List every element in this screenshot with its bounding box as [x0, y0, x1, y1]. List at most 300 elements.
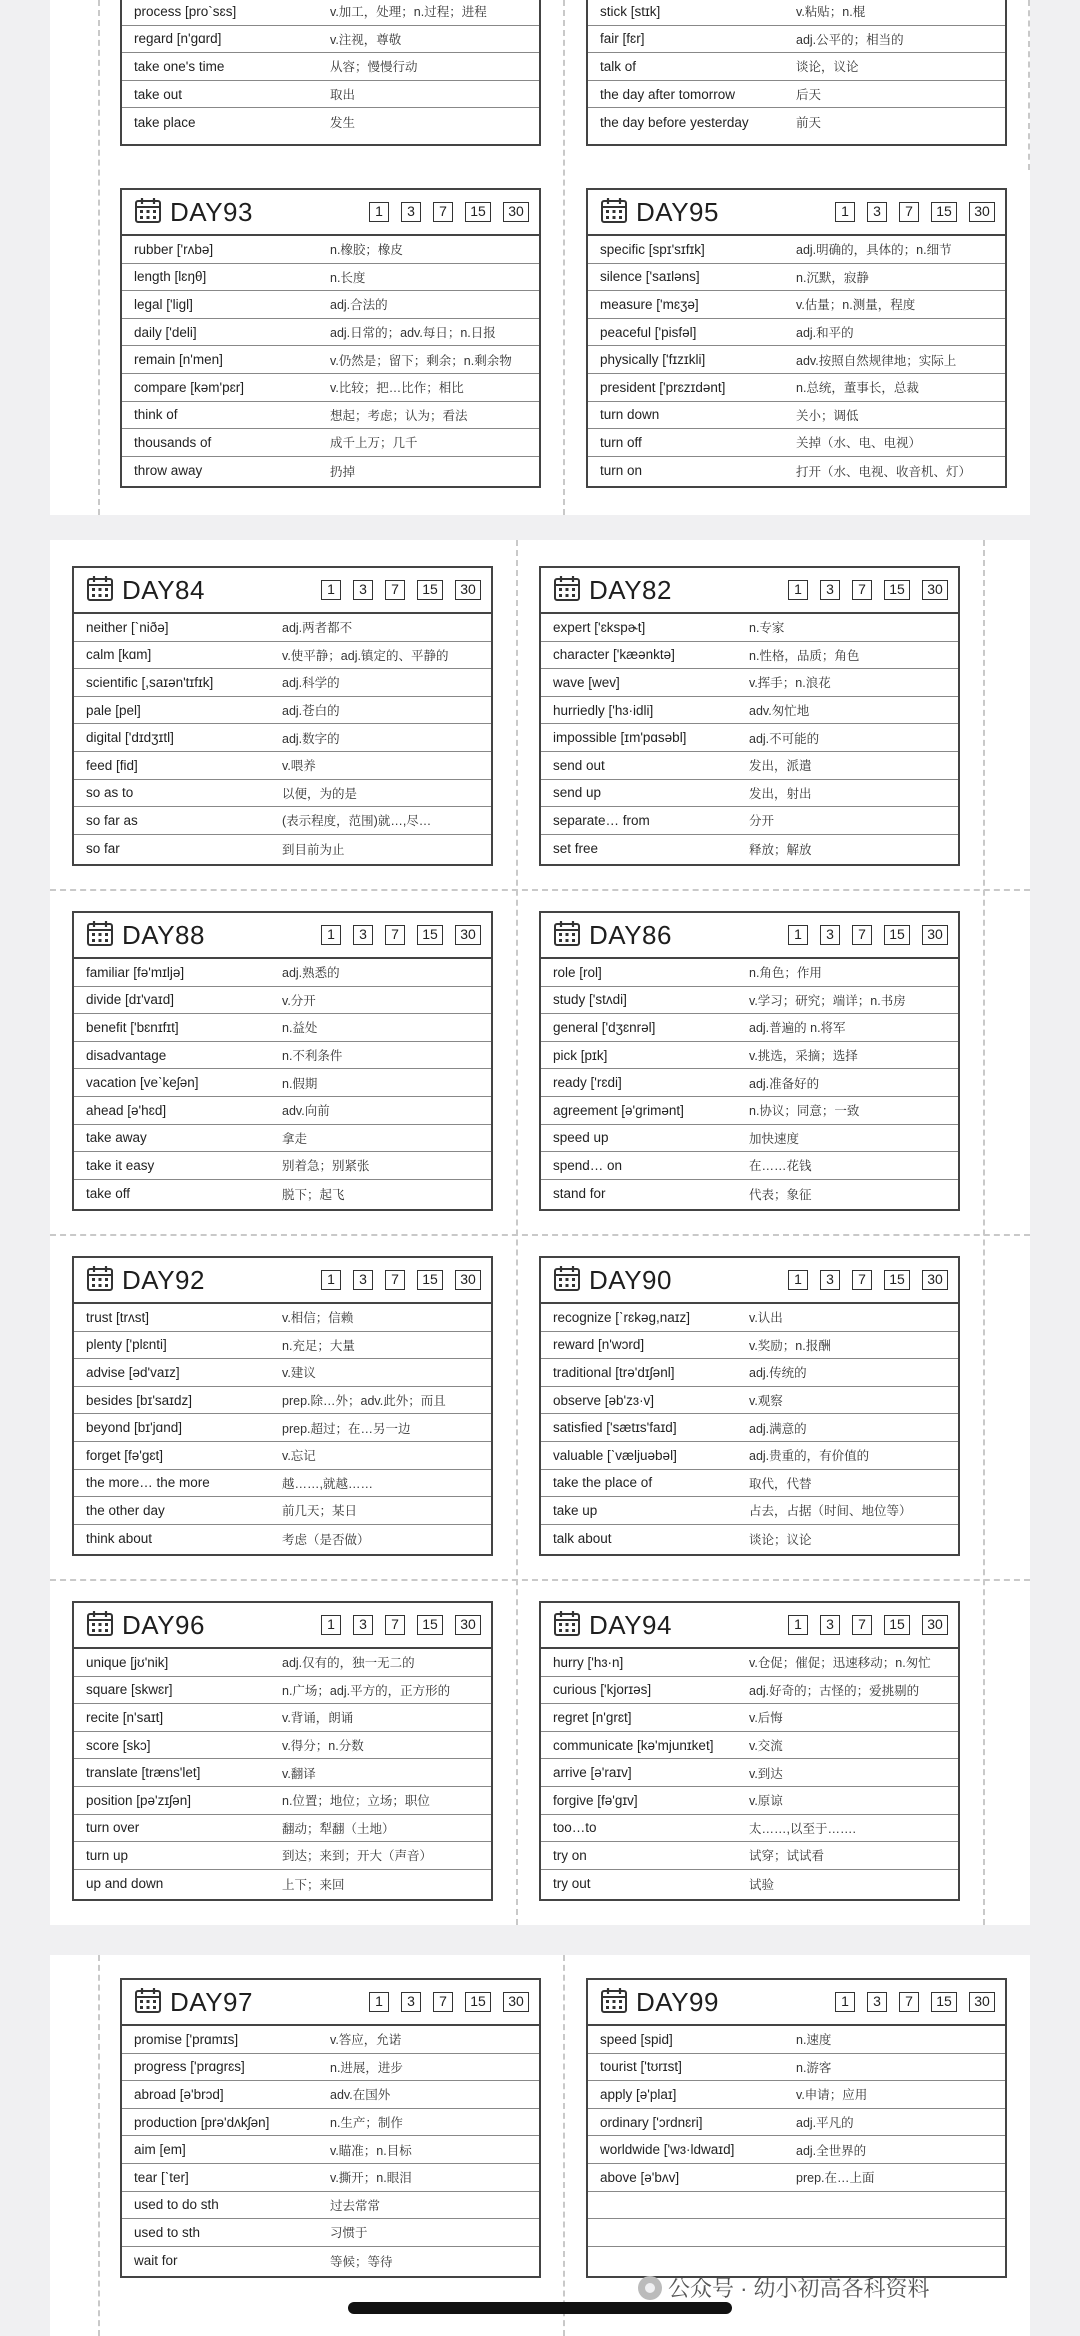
- review-box[interactable]: 30: [922, 1270, 948, 1290]
- home-indicator[interactable]: [348, 2302, 732, 2314]
- word-term: general ['dʒɛnrəl]: [553, 1019, 656, 1035]
- review-box[interactable]: 1: [835, 1992, 855, 2012]
- word-term: used to do sth: [134, 2197, 219, 2213]
- word-meaning: 加快速度: [749, 1131, 800, 1146]
- review-box[interactable]: 1: [321, 580, 341, 600]
- review-box[interactable]: 3: [867, 1992, 887, 2012]
- word-row: [122, 346, 539, 374]
- review-box[interactable]: 3: [401, 1992, 421, 2012]
- word-row: [541, 1097, 958, 1125]
- word-meaning: 打开（水、电视、收音机、灯）: [796, 464, 972, 479]
- cut-line: [50, 1579, 1030, 1581]
- word-row: [588, 2192, 1005, 2220]
- word-row: [588, 457, 1005, 485]
- card-header: [122, 190, 539, 236]
- word-meaning: v.后悔: [749, 1711, 783, 1726]
- word-term: familiar [fə'mɪljə]: [86, 964, 185, 980]
- word-term: remain [n'men]: [134, 352, 223, 368]
- word-term: tourist ['tʊrɪst]: [600, 2059, 682, 2075]
- calendar-icon: [553, 1609, 581, 1642]
- word-term: score [skɔ]: [86, 1737, 151, 1753]
- word-term: turn on: [600, 463, 643, 479]
- card-header: [74, 1258, 491, 1304]
- review-checkboxes: [835, 1992, 995, 2012]
- word-meaning: 太……,以至于…….: [749, 1821, 856, 1836]
- calendar-icon: [134, 1986, 162, 2019]
- review-box[interactable]: 15: [884, 1615, 910, 1635]
- word-row: [74, 987, 491, 1015]
- review-box[interactable]: 30: [922, 925, 948, 945]
- word-meaning: adj.科学的: [282, 676, 340, 691]
- word-row: [74, 1842, 491, 1870]
- vocab-card: [539, 911, 960, 1211]
- word-row: [74, 1414, 491, 1442]
- word-meaning: v.估量；n.测量，程度: [796, 298, 916, 313]
- review-box[interactable]: 7: [899, 202, 919, 222]
- word-term: aim [em]: [134, 2142, 186, 2158]
- word-row: [541, 1649, 958, 1677]
- word-meaning: 释放；解放: [749, 842, 812, 857]
- review-box[interactable]: 7: [385, 1270, 405, 1290]
- word-meaning: v.奖励；n.报酬: [749, 1338, 831, 1353]
- word-row: [541, 780, 958, 808]
- word-term: used to sth: [134, 2224, 201, 2240]
- word-meaning: 从容；慢慢行动: [330, 60, 418, 75]
- word-row: [588, 346, 1005, 374]
- word-term: calm [kɑm]: [86, 647, 152, 663]
- word-row: [541, 1732, 958, 1760]
- word-meaning: v.申请；应用: [796, 2088, 868, 2103]
- card-header: [74, 1603, 491, 1649]
- word-row: [74, 1704, 491, 1732]
- word-meaning: v.相信；信赖: [282, 1311, 354, 1326]
- cut-line: [516, 540, 518, 1925]
- word-row: [541, 1069, 958, 1097]
- review-box[interactable]: 3: [353, 1615, 373, 1635]
- review-box[interactable]: 7: [385, 1615, 405, 1635]
- word-row: [588, 2026, 1005, 2054]
- word-term: pale [pel]: [86, 702, 141, 718]
- review-box[interactable]: 15: [417, 1615, 443, 1635]
- word-term: hurriedly ['hɜ·idli]: [553, 702, 654, 718]
- word-term: traditional [trə'dɪʃənl]: [553, 1364, 675, 1380]
- word-row: [74, 724, 491, 752]
- word-meaning: 翻动；犁翻（土地）: [282, 1821, 395, 1836]
- word-term: apply [ə'plaɪ]: [600, 2086, 677, 2102]
- review-box[interactable]: 15: [417, 580, 443, 600]
- word-meaning: 拿走: [282, 1131, 308, 1146]
- review-box[interactable]: 3: [820, 925, 840, 945]
- review-box[interactable]: 15: [465, 202, 491, 222]
- word-term: take out: [134, 86, 183, 102]
- word-meaning: v.粘贴；n.棍: [796, 5, 866, 20]
- word-term: observe [əb'zɜ·v]: [553, 1392, 655, 1408]
- day-title: DAY96: [122, 1609, 205, 1640]
- word-row: [541, 1304, 958, 1332]
- word-row: [74, 752, 491, 780]
- word-row: [74, 959, 491, 987]
- word-term: the other day: [86, 1502, 165, 1518]
- word-row: [588, 236, 1005, 264]
- word-row: [122, 2081, 539, 2109]
- word-term: legal ['ligl]: [134, 296, 193, 312]
- review-box[interactable]: 1: [321, 1270, 341, 1290]
- word-meaning: adj.合法的: [330, 298, 388, 313]
- word-term: send out: [553, 757, 605, 773]
- review-box[interactable]: 1: [788, 580, 808, 600]
- word-term: worldwide ['wɜ·ldwaɪd]: [600, 2142, 735, 2158]
- review-box[interactable]: 30: [503, 202, 529, 222]
- word-row: [122, 374, 539, 402]
- vocab-card: [586, 0, 1007, 146]
- word-row: [541, 835, 958, 863]
- word-row: [74, 1152, 491, 1180]
- review-box[interactable]: 30: [969, 1992, 995, 2012]
- word-meaning: v.原谅: [749, 1794, 783, 1809]
- word-meaning: 发出，派遣: [749, 759, 812, 774]
- vocab-card: [586, 1978, 1007, 2278]
- word-row: [588, 429, 1005, 457]
- day-title: DAY90: [589, 1264, 672, 1295]
- word-row: [588, 108, 1005, 136]
- word-term: abroad [ə'brɔd]: [134, 2086, 224, 2102]
- word-term: measure ['mɛʒə]: [600, 296, 699, 312]
- word-row: [588, 264, 1005, 292]
- word-term: the day after tomorrow: [600, 86, 736, 102]
- review-checkboxes: [321, 1615, 481, 1635]
- word-row: [588, 53, 1005, 81]
- word-term: agreement [ə'grimənt]: [553, 1102, 684, 1118]
- word-term: study ['stʌdi]: [553, 992, 627, 1008]
- word-term: length [lɛŋθ]: [134, 269, 207, 285]
- word-term: send up: [553, 785, 602, 801]
- word-meaning: adj.日常的；adv.每日；n.日报: [330, 326, 496, 341]
- word-term: ordinary ['ɔrdnɛri]: [600, 2114, 703, 2130]
- word-meaning: 谈论；议论: [749, 1532, 812, 1547]
- word-row: [541, 1497, 958, 1525]
- word-term: turn down: [600, 407, 660, 423]
- word-row: [541, 1870, 958, 1898]
- word-row: [122, 2164, 539, 2192]
- review-box[interactable]: 15: [931, 202, 957, 222]
- review-box[interactable]: 30: [969, 202, 995, 222]
- word-term: physically ['fɪzɪkli]: [600, 352, 706, 368]
- calendar-icon: [553, 1264, 581, 1297]
- review-box[interactable]: 1: [321, 1615, 341, 1635]
- cut-line: [983, 540, 985, 1925]
- word-row: [541, 1125, 958, 1153]
- word-meaning: adj.仅有的，独一无二的: [282, 1656, 415, 1671]
- word-term: so far as: [86, 812, 138, 828]
- review-box[interactable]: 7: [385, 925, 405, 945]
- word-meaning: 取代，代替: [749, 1476, 812, 1491]
- word-meaning: 在……花钱: [749, 1159, 812, 1174]
- word-meaning: 关掉（水、电、电视）: [796, 436, 922, 451]
- calendar-icon: [134, 196, 162, 229]
- word-row: [74, 1069, 491, 1097]
- card-header: [541, 913, 958, 959]
- word-term: specific [spɪ'sɪfɪk]: [600, 241, 705, 257]
- word-row: [122, 2109, 539, 2137]
- word-row: [588, 2219, 1005, 2247]
- word-term: the day before yesterday: [600, 114, 749, 130]
- word-term: talk about: [553, 1531, 612, 1547]
- word-row: [541, 1442, 958, 1470]
- word-row: [122, 2247, 539, 2275]
- review-box[interactable]: 3: [820, 580, 840, 600]
- word-meaning: 以便，为的是: [282, 786, 358, 801]
- word-meaning: n.充足；大量: [282, 1338, 355, 1353]
- word-row: [122, 81, 539, 109]
- card-header: [541, 1258, 958, 1304]
- word-term: plenty ['plɛnti]: [86, 1337, 167, 1353]
- word-meaning: v.建议: [282, 1366, 316, 1381]
- day-title: DAY93: [170, 196, 253, 227]
- word-term: peaceful ['pisfəl]: [600, 324, 697, 340]
- review-box[interactable]: 7: [433, 1992, 453, 2012]
- review-checkboxes: [788, 925, 948, 945]
- review-box[interactable]: 7: [852, 1615, 872, 1635]
- review-checkboxes: [321, 925, 481, 945]
- review-box[interactable]: 1: [369, 1992, 389, 2012]
- word-row: [122, 2054, 539, 2082]
- word-meaning: (表示程度，范围)就…,尽…: [282, 814, 432, 829]
- word-term: hurry ['hɜ·n]: [553, 1654, 624, 1670]
- word-meaning: 代表；象征: [749, 1187, 812, 1202]
- review-box[interactable]: 15: [417, 925, 443, 945]
- word-row: [74, 1097, 491, 1125]
- word-row: [74, 669, 491, 697]
- word-row: [588, 291, 1005, 319]
- word-row: [74, 1332, 491, 1360]
- calendar-icon: [86, 574, 114, 607]
- review-box[interactable]: 30: [455, 580, 481, 600]
- word-meaning: 别着急；别紧张: [282, 1159, 370, 1174]
- review-box[interactable]: 1: [835, 202, 855, 222]
- word-term: stand for: [553, 1186, 606, 1202]
- cut-line: [98, 1955, 100, 2336]
- word-row: [588, 2109, 1005, 2137]
- word-meaning: adj.满意的: [749, 1421, 807, 1436]
- review-box[interactable]: 30: [922, 580, 948, 600]
- word-meaning: 前几天；某日: [282, 1504, 358, 1519]
- word-meaning: adj.贵重的，有价值的: [749, 1449, 870, 1464]
- cut-line: [1028, 0, 1030, 170]
- word-row: [541, 1759, 958, 1787]
- word-meaning: 试穿；试试看: [749, 1849, 825, 1864]
- word-meaning: 考虑（是否做）: [282, 1532, 370, 1547]
- vocab-card: [586, 188, 1007, 488]
- review-box[interactable]: 15: [884, 1270, 910, 1290]
- vocab-card: [539, 566, 960, 866]
- word-row: [122, 319, 539, 347]
- review-box[interactable]: 15: [884, 925, 910, 945]
- word-term: thousands of: [134, 434, 212, 450]
- word-meaning: n.进展，进步: [330, 2060, 403, 2075]
- word-meaning: v.比较；把…比作；相比: [330, 381, 464, 396]
- review-box[interactable]: 15: [884, 580, 910, 600]
- review-box[interactable]: 7: [852, 580, 872, 600]
- vocab-card: [72, 1601, 493, 1901]
- word-meaning: adj.苍白的: [282, 704, 340, 719]
- review-box[interactable]: 30: [503, 1992, 529, 2012]
- day-title: DAY88: [122, 919, 205, 950]
- word-term: position [pə'zɪʃən]: [86, 1792, 191, 1808]
- word-term: above [ə'bʌv]: [600, 2169, 680, 2185]
- word-row: [588, 2164, 1005, 2192]
- review-box[interactable]: 3: [353, 1270, 373, 1290]
- review-box[interactable]: 15: [417, 1270, 443, 1290]
- review-box[interactable]: 15: [931, 1992, 957, 2012]
- review-box[interactable]: 7: [433, 202, 453, 222]
- word-term: wait for: [134, 2253, 178, 2269]
- word-term: compare [kəm'pɛr]: [134, 379, 245, 395]
- word-meaning: 扔掉: [330, 464, 356, 479]
- word-term: silence ['saɪləns]: [600, 269, 700, 285]
- word-row: [122, 264, 539, 292]
- word-row: [541, 807, 958, 835]
- word-term: speed [spid]: [600, 2031, 673, 2047]
- word-row: [541, 697, 958, 725]
- word-term: too…to: [553, 1820, 597, 1836]
- review-box[interactable]: 7: [852, 925, 872, 945]
- word-meaning: adv.在国外: [330, 2088, 391, 2103]
- word-row: [74, 1180, 491, 1208]
- word-meaning: v.观察: [749, 1394, 783, 1409]
- word-term: tear [ˋter]: [134, 2169, 189, 2185]
- review-box[interactable]: 3: [353, 580, 373, 600]
- word-row: [588, 2081, 1005, 2109]
- review-box[interactable]: 3: [820, 1270, 840, 1290]
- word-row: [74, 697, 491, 725]
- word-row: [541, 669, 958, 697]
- word-meaning: 等候；等待: [330, 2254, 393, 2269]
- word-term: vacation [veˋkeʃən]: [86, 1075, 199, 1091]
- review-box[interactable]: 7: [899, 1992, 919, 2012]
- word-meaning: v.交流: [749, 1739, 783, 1754]
- word-row: [74, 1387, 491, 1415]
- review-box[interactable]: 15: [465, 1992, 491, 2012]
- word-row: [588, 402, 1005, 430]
- word-row: [74, 1470, 491, 1498]
- word-row: [74, 1359, 491, 1387]
- word-term: regret [n'grɛt]: [553, 1709, 632, 1725]
- watermark-text: 公众号 · 幼小初高各科资料: [668, 2276, 930, 2301]
- word-meaning: n.生产；制作: [330, 2116, 403, 2131]
- word-row: [74, 1125, 491, 1153]
- word-term: neither [`niðə]: [86, 619, 169, 635]
- word-meaning: 脱下；起飞: [282, 1187, 345, 1202]
- word-term: take the place of: [553, 1475, 653, 1491]
- word-meaning: 习惯于: [330, 2226, 368, 2241]
- review-checkboxes: [369, 1992, 529, 2012]
- word-meaning: 到目前为止: [282, 842, 345, 857]
- word-term: impossible [ɪm'pɑsəbl]: [553, 730, 687, 746]
- word-row: [122, 2219, 539, 2247]
- word-meaning: v.背诵，朗诵: [282, 1711, 354, 1726]
- word-row: [541, 1152, 958, 1180]
- word-term: pick [pɪk]: [553, 1047, 608, 1063]
- word-row: [74, 1649, 491, 1677]
- word-row: [74, 1525, 491, 1553]
- review-box[interactable]: 30: [455, 1270, 481, 1290]
- review-box[interactable]: 30: [455, 1615, 481, 1635]
- word-row: [74, 1677, 491, 1705]
- review-box[interactable]: 3: [867, 202, 887, 222]
- word-row: [122, 26, 539, 54]
- word-row: [122, 108, 539, 136]
- word-row: [541, 614, 958, 642]
- card-header: [74, 568, 491, 614]
- review-box[interactable]: 7: [385, 580, 405, 600]
- word-meaning: v.瞄准；n.目标: [330, 2143, 412, 2158]
- word-term: curious ['kjorɪəs]: [553, 1682, 652, 1698]
- word-meaning: adj.两者都不: [282, 621, 353, 636]
- review-box[interactable]: 1: [788, 1615, 808, 1635]
- word-term: wave [wev]: [553, 674, 620, 690]
- word-term: character ['kæənktə]: [553, 647, 675, 663]
- calendar-icon: [86, 1264, 114, 1297]
- word-meaning: n.游客: [796, 2060, 832, 2075]
- word-term: translate [træns'let]: [86, 1765, 201, 1781]
- word-term: think about: [86, 1531, 153, 1547]
- word-row: [541, 1180, 958, 1208]
- word-meaning: adj.平凡的: [796, 2116, 854, 2131]
- word-meaning: v.加工，处理；n.过程；进程: [330, 5, 487, 20]
- word-meaning: adv.匆忙地: [749, 704, 810, 719]
- word-term: recite [n'saɪt]: [86, 1709, 164, 1725]
- review-box[interactable]: 1: [369, 202, 389, 222]
- word-row: [122, 2026, 539, 2054]
- word-row: [541, 1042, 958, 1070]
- review-box[interactable]: 1: [788, 925, 808, 945]
- word-term: think of: [134, 407, 178, 423]
- day-title: DAY86: [589, 919, 672, 950]
- day-title: DAY92: [122, 1264, 205, 1295]
- word-term: besides [bɪ'saɪdz]: [86, 1392, 192, 1408]
- word-row: [588, 2247, 1005, 2275]
- review-box[interactable]: 3: [353, 925, 373, 945]
- calendar-icon: [600, 196, 628, 229]
- word-row: [122, 429, 539, 457]
- word-row: [541, 1387, 958, 1415]
- word-term: progress ['prɑgrɛs]: [134, 2059, 245, 2075]
- vocab-card: [72, 1256, 493, 1556]
- card-header: [122, 1980, 539, 2026]
- word-term: ahead [ə'hɛd]: [86, 1102, 167, 1118]
- review-checkboxes: [321, 580, 481, 600]
- word-term: role [rol]: [553, 964, 602, 980]
- review-box[interactable]: 3: [820, 1615, 840, 1635]
- word-meaning: n.速度: [796, 2033, 832, 2048]
- cut-line: [563, 0, 565, 515]
- word-meaning: 占去，占据（时间、地位等）: [749, 1504, 912, 1519]
- word-term: throw away: [134, 463, 203, 479]
- review-box[interactable]: 7: [852, 1270, 872, 1290]
- review-checkboxes: [788, 580, 948, 600]
- review-box[interactable]: 1: [321, 925, 341, 945]
- word-meaning: prep.在…上面: [796, 2171, 875, 2186]
- review-box[interactable]: 3: [401, 202, 421, 222]
- word-row: [122, 53, 539, 81]
- review-box[interactable]: 1: [788, 1270, 808, 1290]
- word-meaning: 试验: [749, 1877, 775, 1892]
- word-meaning: v.喂养: [282, 759, 316, 774]
- vocab-card: [120, 0, 541, 146]
- review-box[interactable]: 30: [922, 1615, 948, 1635]
- word-row: [541, 724, 958, 752]
- review-box[interactable]: 30: [455, 925, 481, 945]
